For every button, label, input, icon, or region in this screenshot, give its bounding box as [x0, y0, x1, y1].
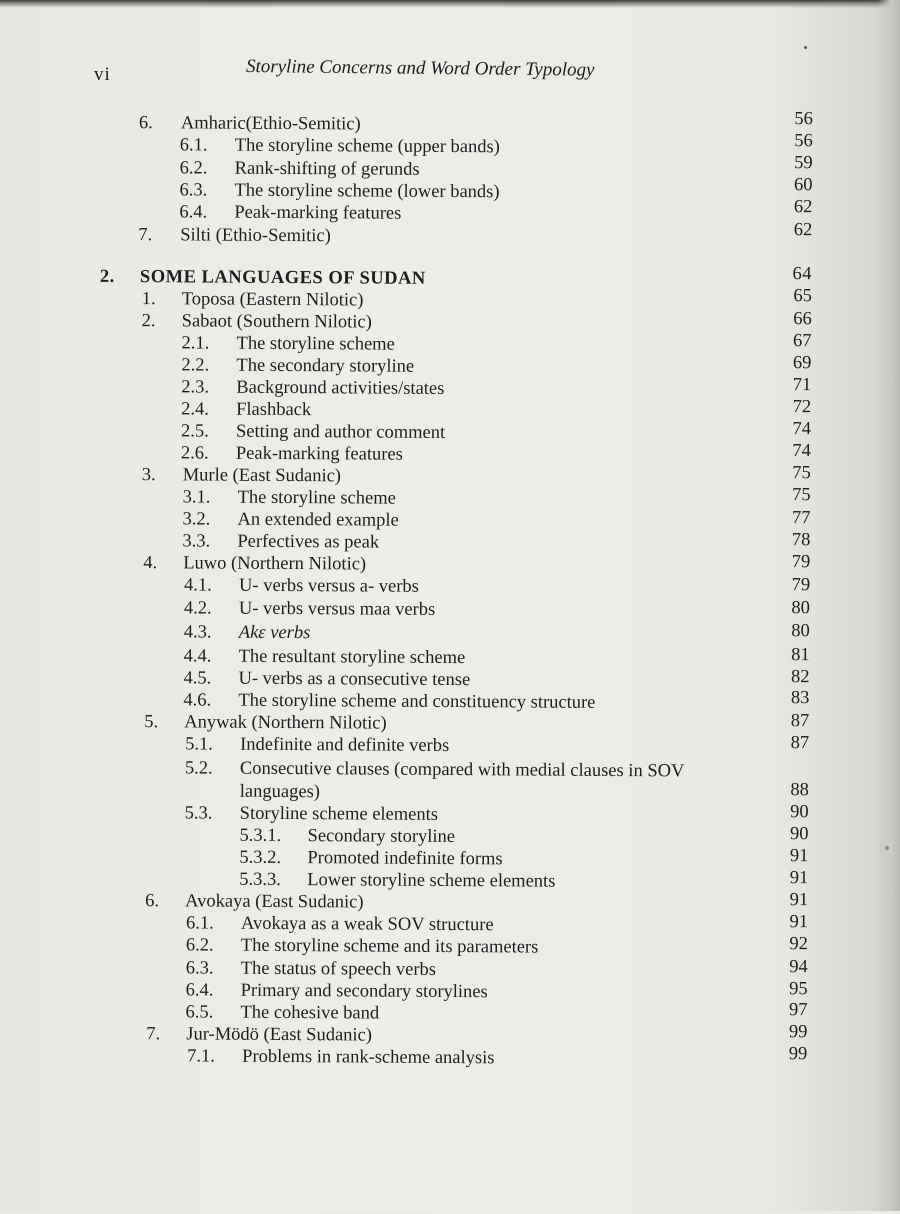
entry-page: 91 [772, 889, 808, 911]
entry-page: 67 [776, 330, 812, 352]
entry-title: Problems in rank-scheme analysis [242, 1046, 494, 1070]
entry-page: 71 [775, 374, 811, 396]
entry-title: Primary and secondary storylines [241, 980, 488, 1004]
entry-number: 5.1. [185, 733, 213, 755]
entry-page: 87 [773, 710, 809, 732]
entry-number: 5. [144, 711, 158, 733]
entry-title: U- verbs as a consecutive tense [238, 668, 470, 691]
entry-number: 3. [142, 464, 156, 486]
entry-number: 1. [142, 288, 156, 310]
toc-entry [0, 732, 899, 759]
entry-page: 69 [775, 352, 811, 374]
entry-number: 6.2. [180, 157, 208, 179]
entry-number: 4.2. [184, 597, 212, 619]
entry-number: 2.4. [181, 398, 209, 420]
entry-page: 87 [773, 732, 809, 754]
entry-title: Promoted indefinite forms [307, 847, 502, 870]
toc-entry [0, 596, 900, 623]
paper-speck [885, 846, 889, 850]
entry-number: 7. [146, 1023, 160, 1045]
entry-number: 6.3. [186, 957, 214, 979]
entry-title: Lower storyline scheme elements [307, 869, 555, 893]
page-number: vi [94, 64, 111, 86]
entry-title: Avokaya as a weak SOV structure [241, 913, 494, 937]
entry-title: Toposa (Eastern Nilotic) [182, 288, 364, 311]
entry-page: 60 [776, 174, 812, 196]
entry-page: 90 [773, 823, 809, 845]
paper-speck [804, 46, 807, 49]
entry-number: 2.1. [181, 332, 209, 354]
toc-entry [0, 620, 900, 647]
chapter-number: 2. [100, 266, 115, 288]
entry-page: 95 [772, 978, 808, 1000]
entry-title: Perfectives as peak [237, 531, 379, 554]
entry-number: 4.6. [183, 689, 211, 711]
entry-page: 91 [772, 845, 808, 867]
entry-page: 94 [772, 956, 808, 978]
entry-page: 99 [771, 1021, 807, 1043]
entry-number: 2.3. [181, 376, 209, 398]
entry-number: 3.1. [183, 486, 211, 508]
entry-number: 6.1. [186, 912, 214, 934]
entry-title: U- verbs versus maa verbs [239, 598, 435, 621]
entry-number: 5.3.1. [239, 825, 281, 847]
entry-page: 91 [772, 867, 808, 889]
entry-title: Rank-shifting of gerunds [235, 158, 420, 181]
entry-number: 2.6. [181, 442, 209, 464]
entry-title: Consecutive clauses (compared with medial clauses in SOV [240, 758, 685, 783]
entry-number: 5.3.2. [239, 847, 281, 869]
entry-number: 6.4. [179, 201, 207, 223]
running-title: Storyline Concerns and Word Order Typology [246, 56, 595, 82]
entry-title: Background activities/states [236, 377, 444, 400]
entry-title: Luwo (Northern Nilotic) [183, 552, 366, 575]
toc-entry [2, 223, 900, 250]
entry-title: languages) [240, 781, 320, 803]
entry-title: Indefinite and definite verbs [240, 734, 449, 757]
entry-number: 4. [143, 552, 157, 574]
entry-page: 59 [777, 152, 813, 174]
entry-number: 6. [139, 112, 153, 134]
entry-page: 62 [776, 196, 812, 218]
entry-title: The storyline scheme and its parameters [241, 935, 539, 959]
entry-number: 5.3. [185, 802, 213, 824]
entry-page: 90 [773, 801, 809, 823]
entry-page: 66 [776, 308, 812, 330]
entry-page: 75 [775, 484, 811, 506]
entry-number: 6. [145, 890, 159, 912]
entry-title: Peak-marking features [236, 443, 403, 466]
entry-page: 56 [777, 108, 813, 130]
entry-title: The storyline scheme (upper bands) [235, 135, 500, 159]
entry-page: 99 [771, 1043, 807, 1065]
entry-title: Setting and author comment [236, 421, 445, 444]
entry-number: 4.1. [184, 574, 212, 596]
entry-title: Jur-Mödö (East Sudanic) [186, 1023, 372, 1046]
entry-number: 6.1. [180, 134, 208, 156]
entry-page: 75 [775, 462, 811, 484]
entry-number: 6.5. [185, 1001, 213, 1023]
entry-number: 4.4. [184, 645, 212, 667]
entry-title: Avokaya (East Sudanic) [185, 890, 364, 913]
entry-number: 2.5. [181, 420, 209, 442]
entry-page: 79 [774, 574, 810, 596]
entry-title: Peak-marking features [234, 202, 401, 225]
entry-title: Secondary storyline [307, 825, 455, 848]
entry-title: The storyline scheme and constituency structure [238, 690, 595, 714]
entry-number: 6.3. [179, 179, 207, 201]
entry-page: 64 [776, 263, 812, 285]
entry-number: 6.2. [186, 934, 214, 956]
entry-page: 80 [774, 620, 810, 642]
entry-title: The storyline scheme [236, 333, 394, 356]
entry-title: Silti (Ethio-Semitic) [180, 224, 331, 247]
entry-page: 72 [775, 396, 811, 418]
entry-page: 82 [773, 666, 809, 688]
entry-page: 79 [774, 551, 810, 573]
entry-number: 5.3.3. [239, 869, 281, 891]
entry-title: Murle (East Sudanic) [183, 464, 341, 487]
entry-page: 74 [775, 440, 811, 462]
entry-number: 2.2. [181, 354, 209, 376]
entry-page: 77 [774, 507, 810, 529]
entry-page: 80 [774, 597, 810, 619]
entry-title: Amharic(Ethio-Semitic) [181, 112, 361, 135]
entry-page: 83 [773, 687, 809, 709]
entry-title: Flashback [236, 399, 311, 421]
entry-page: 62 [776, 219, 812, 241]
entry-title: The status of speech verbs [241, 958, 436, 981]
entry-page: 74 [775, 418, 811, 440]
entry-page: 97 [771, 999, 807, 1021]
entry-title: Anywak (Northern Nilotic) [184, 711, 387, 734]
entry-title: Storyline scheme elements [240, 803, 438, 826]
entry-title: The secondary storyline [236, 355, 414, 378]
entry-title: An extended example [237, 509, 398, 532]
entry-number: 4.5. [183, 667, 211, 689]
entry-title: Sabaot (Southern Nilotic) [182, 310, 372, 333]
entry-page: 92 [772, 933, 808, 955]
entry-page: 56 [777, 130, 813, 152]
toc-entry [0, 1044, 897, 1071]
entry-title: The storyline scheme [238, 487, 396, 510]
entry-page: 81 [774, 644, 810, 666]
entry-title: The storyline scheme (lower bands) [234, 180, 499, 204]
entry-number: 6.4. [186, 979, 214, 1001]
entry-number: 2. [142, 310, 156, 332]
entry-number: 3.2. [182, 508, 210, 530]
entry-page: 65 [776, 285, 812, 307]
entry-page: 88 [773, 779, 809, 801]
entry-page: 78 [774, 529, 810, 551]
entry-number: 7.1. [187, 1045, 215, 1067]
entry-number: 4.3. [184, 621, 212, 643]
entry-title: The resultant storyline scheme [239, 646, 466, 669]
entry-title: U- verbs versus a- verbs [239, 575, 419, 598]
chapter-title: SOME LANGUAGES OF SUDAN [140, 266, 426, 290]
entry-page: 91 [772, 911, 808, 933]
entry-number: 7. [138, 224, 152, 246]
entry-number: 3.3. [182, 530, 210, 552]
entry-title: Akɛ verbs [239, 622, 311, 644]
entry-title: The cohesive band [240, 1002, 379, 1025]
entry-number: 5.2. [185, 757, 213, 779]
